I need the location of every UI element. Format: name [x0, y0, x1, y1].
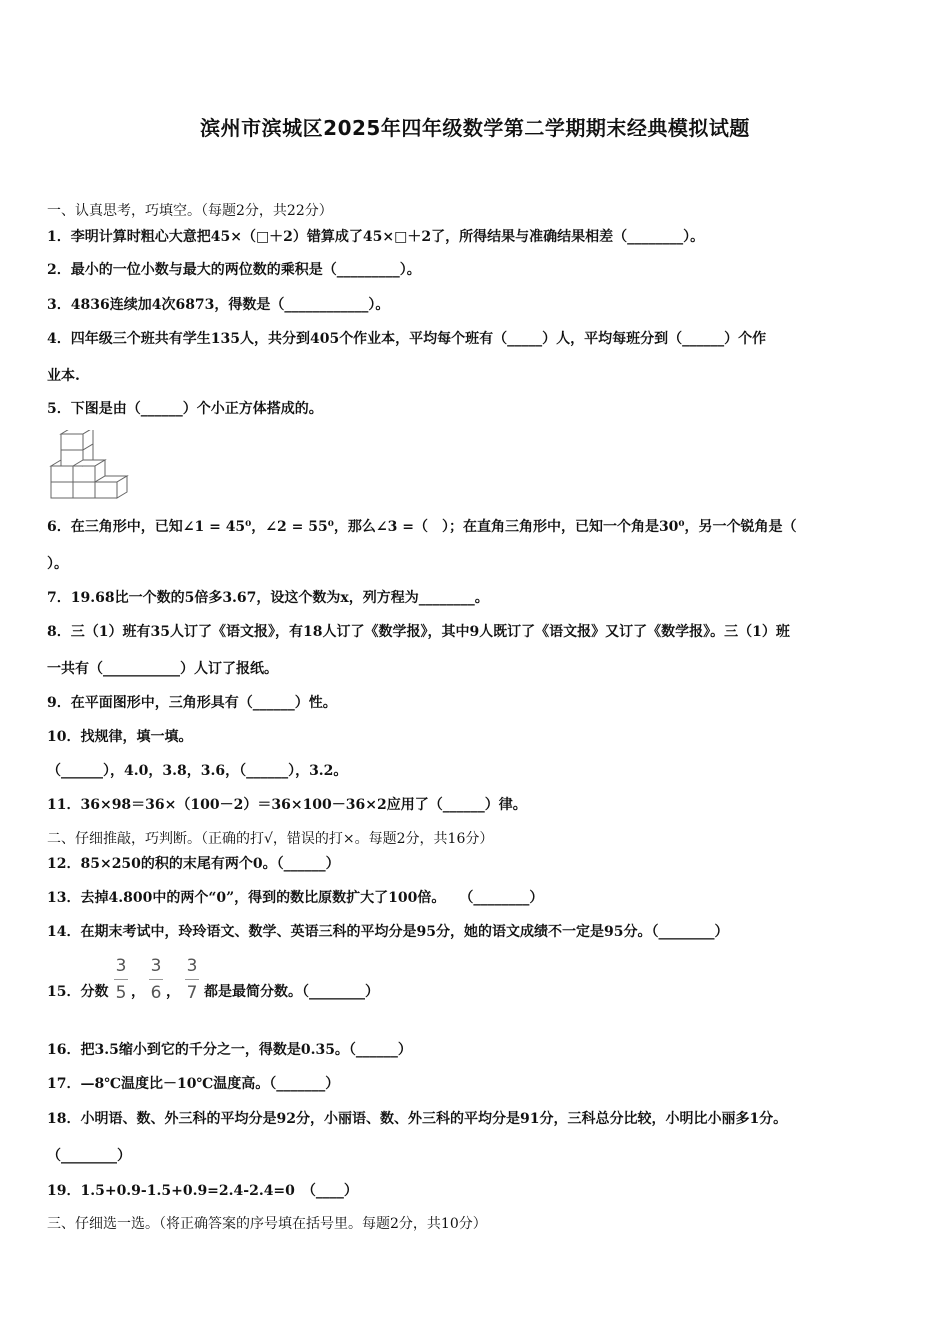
fraction-denominator: 5 — [115, 983, 127, 1003]
question-4-line-2: 业本. — [47, 368, 80, 384]
section-3-heading: 三、仔细选一选。（将正确答案的序号填在括号里。每题2分，共10分） — [47, 1216, 487, 1232]
question-18-line-2: （________） — [47, 1148, 131, 1164]
fraction-3-5 — [113, 955, 129, 1004]
fraction-3-7 — [184, 955, 200, 1004]
question-10-prompt: 10．找规律，填一填。 — [47, 729, 193, 745]
question-1: 1．李明计算时粗心大意把45×（□＋2）错算成了45×□＋2了，所得结果与准确结果相差（________）。 — [47, 229, 705, 245]
fraction-bar — [149, 979, 163, 980]
question-17: 17．—8℃温度比－10℃温度高。（_______） — [47, 1076, 340, 1092]
question-15-suffix: 都是最简分数。（________） — [204, 984, 379, 1000]
question-15 — [47, 955, 917, 1005]
question-12: 12．85×250的积的末尾有两个0。（______） — [47, 856, 340, 872]
question-13: 13．去掉4.800中的两个“0”，得到的数比原数扩大了100倍。 （________） — [47, 890, 544, 906]
question-4-line-1: 4．四年级三个班共有学生135人，共分到405个作业本，平均每个班有（_____）人，平均每班分到（______）个作 — [47, 331, 767, 347]
fraction-separator: ， — [166, 984, 180, 1000]
question-8-line-2: 一共有（___________）人订了报纸。 — [47, 661, 278, 677]
question-19: 19．1.5+0.9-1.5+0.9=2.4-2.4=0 （____） — [47, 1183, 358, 1199]
question-14: 14．在期末考试中，玲玲语文、数学、英语三科的平均分是95分，她的语文成绩不一定是95分。（________） — [47, 924, 729, 940]
fraction-numerator: 3 — [115, 956, 127, 976]
cube-stack-figure — [47, 430, 137, 502]
question-10-sequence: （______），4.0，3.8，3.6，（______），3.2。 — [47, 763, 348, 779]
question-2: 2．最小的一位小数与最大的两位数的乘积是（_________）。 — [47, 262, 421, 278]
question-9: 9．在平面图形中，三角形具有（______）性。 — [47, 695, 337, 711]
document-title: 滨州市滨城区2025年四年级数学第二学期期末经典模拟试题 — [200, 116, 750, 140]
question-7: 7．19.68比一个数的5倍多3.67，设这个数为x，列方程为________。 — [47, 590, 489, 606]
fraction-bar — [185, 979, 199, 980]
question-11: 11．36×98＝36×（100－2）＝36×100－36×2应用了（______）律。 — [47, 797, 527, 813]
question-6-line-1: 6．在三角形中，已知∠1 = 45⁰，∠2 = 55⁰，那么∠3 =（ ）；在直角三角形中，已知一个角是30⁰，另一个锐角是（ — [47, 519, 797, 535]
fraction-3-6 — [148, 955, 164, 1004]
fraction-numerator: 3 — [186, 956, 198, 976]
question-6-line-2: ）。 — [47, 556, 68, 572]
fraction-denominator: 7 — [186, 983, 198, 1003]
question-16: 16．把3.5缩小到它的千分之一，得数是0.35。（______） — [47, 1042, 412, 1058]
question-8-line-1: 8．三（1）班有35人订了《语文报》，有18人订了《数学报》，其中9人既订了《语文报》又订了《数学报》。三（1）班 — [47, 624, 790, 640]
fraction-bar — [114, 979, 128, 980]
question-15-prefix: 15．分数 — [47, 984, 109, 1000]
question-18-line-1: 18．小明语、数、外三科的平均分是92分，小丽语、数、外三科的平均分是91分，三科总分比较，小明比小丽多1分。 — [47, 1111, 788, 1127]
fraction-denominator: 6 — [150, 983, 162, 1003]
fraction-numerator: 3 — [150, 956, 162, 976]
question-5: 5．下图是由（______）个小正方体搭成的。 — [47, 401, 323, 417]
question-3: 3．4836连续加4次6873，得数是（____________）。 — [47, 297, 390, 313]
fraction-separator: ， — [131, 984, 145, 1000]
section-1-heading: 一、认真思考，巧填空。（每题2分，共22分） — [47, 203, 333, 219]
section-2-heading: 二、仔细推敲，巧判断。（正确的打√，错误的打×。每题2分，共16分） — [47, 831, 494, 847]
